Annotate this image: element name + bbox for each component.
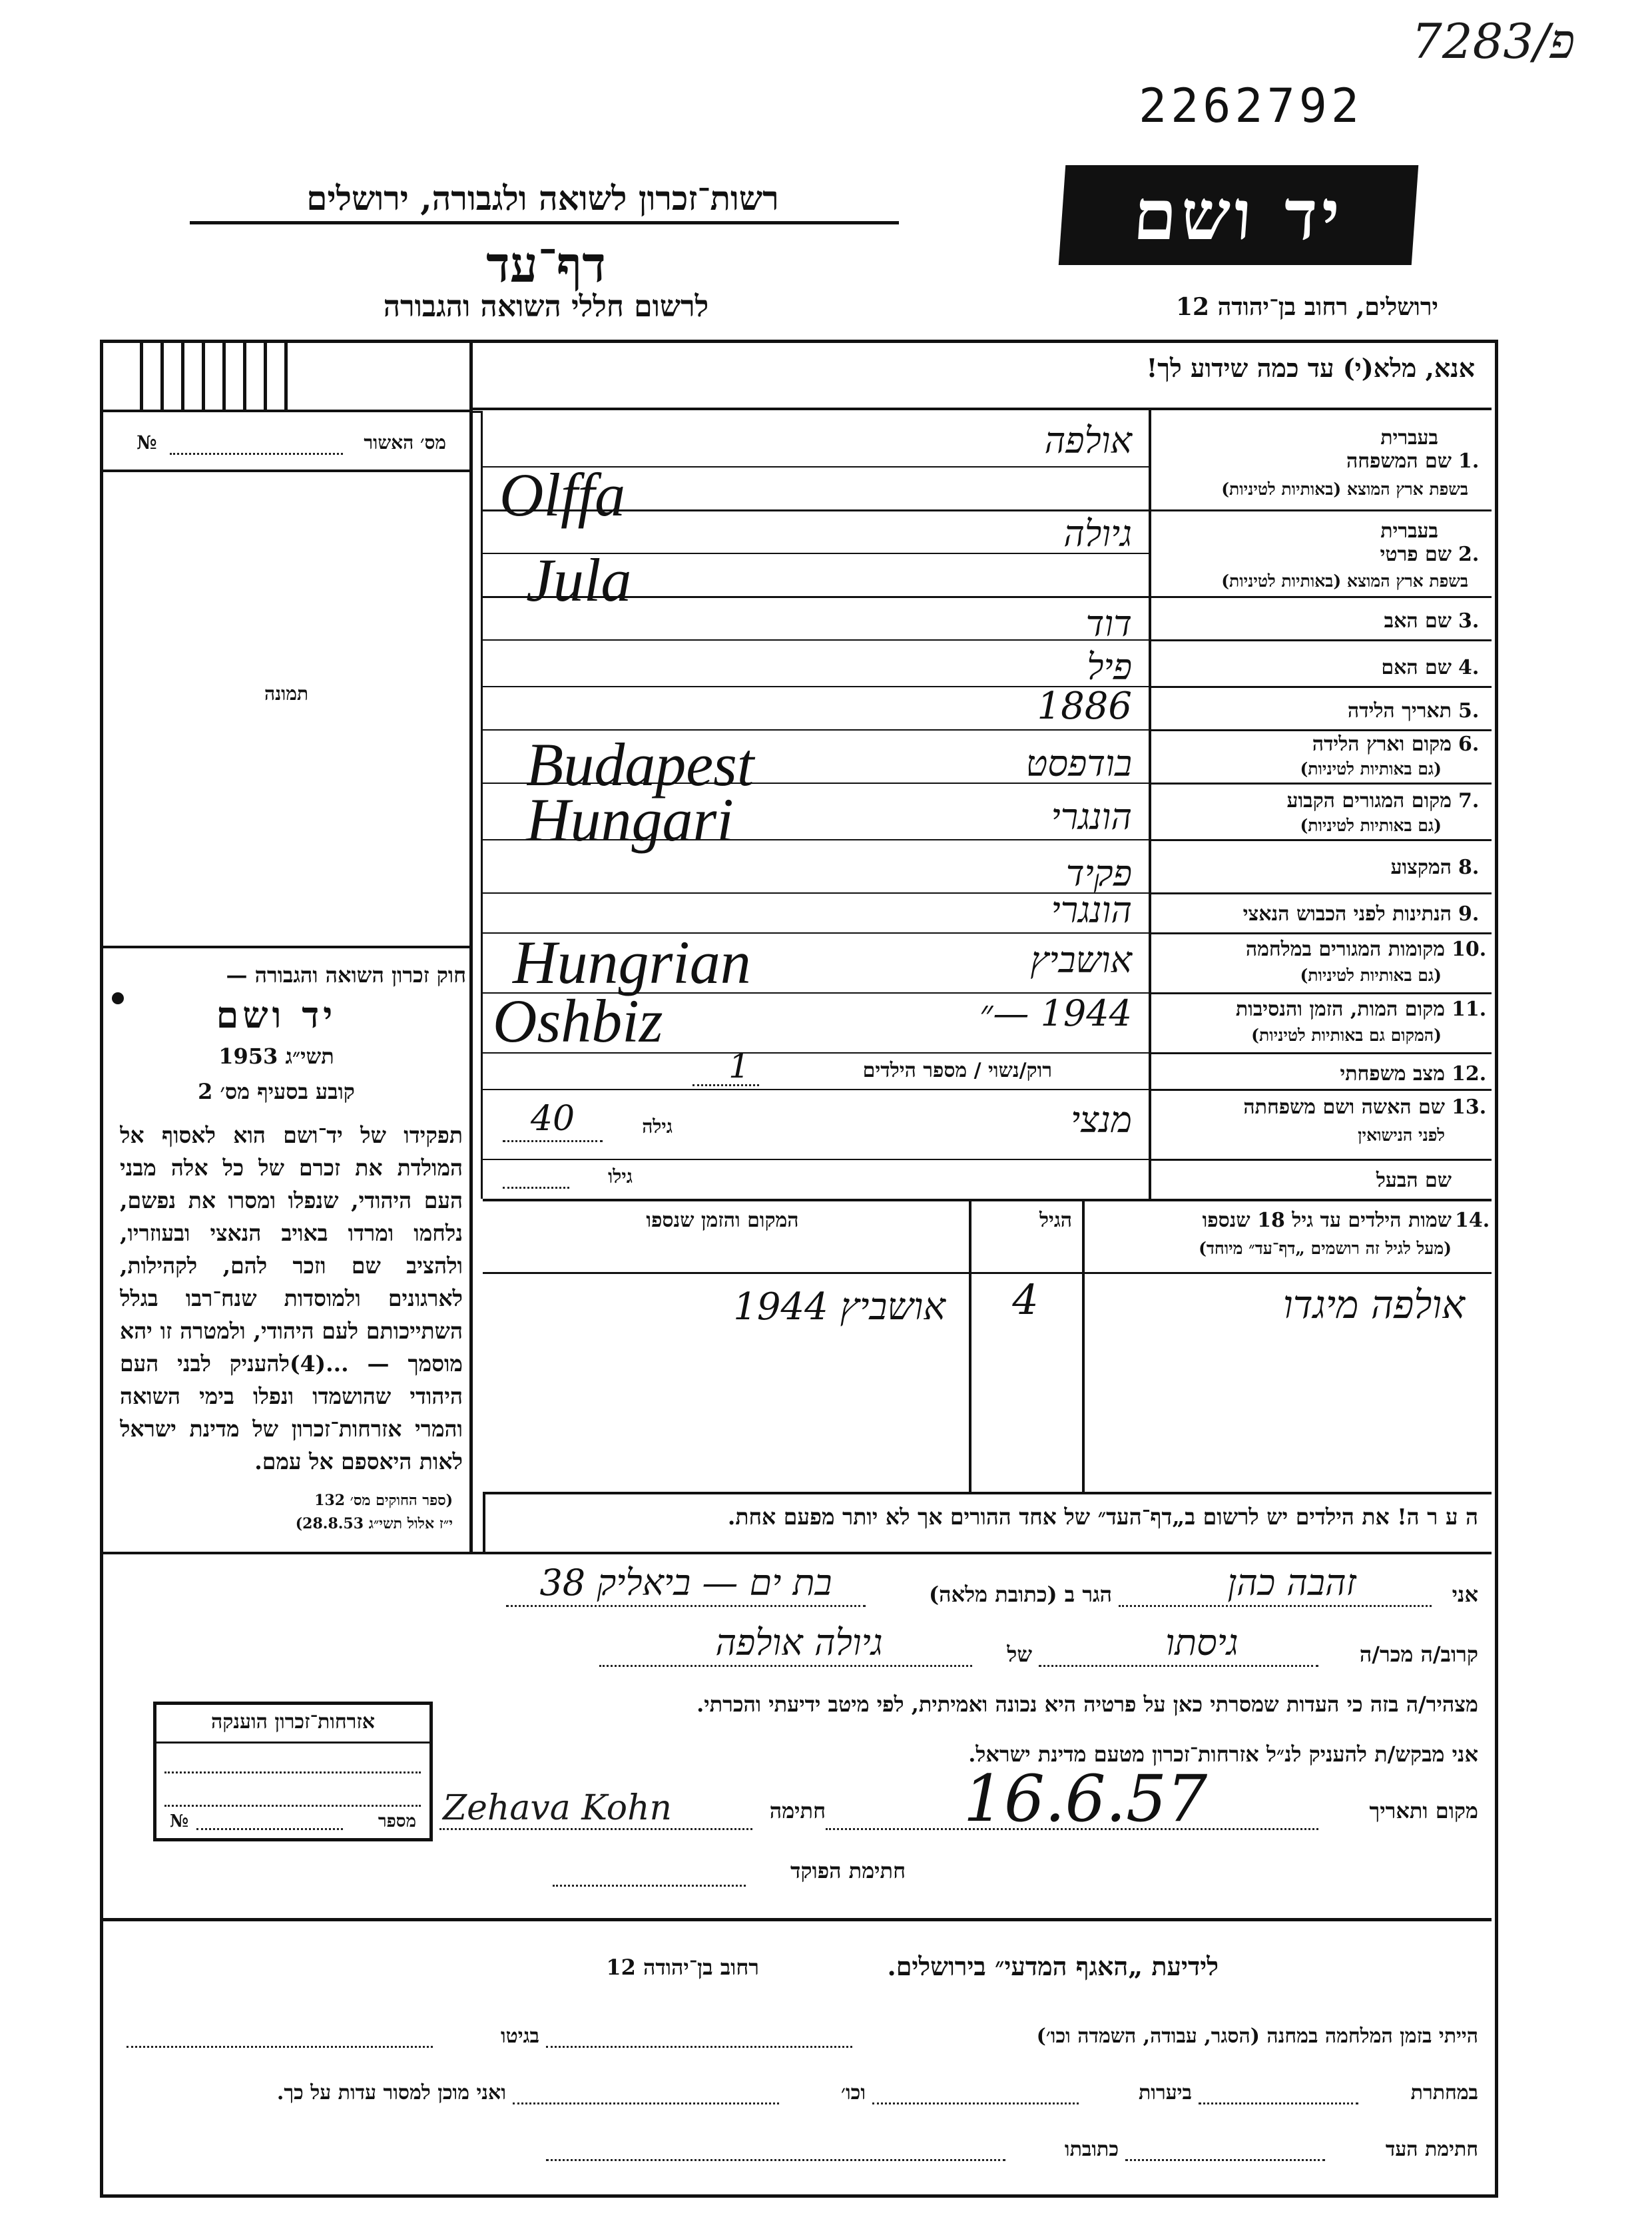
citizenship-number-label: מספר <box>378 1811 416 1831</box>
field-11-num: 11. <box>1452 998 1487 1021</box>
field-8-num: 8. <box>1458 856 1480 879</box>
law-title: חוק זכרון השואה והגבורה — <box>226 962 466 988</box>
field-12-num: 12. <box>1452 1062 1487 1086</box>
field-2-heb-value: גיולה <box>1063 513 1132 555</box>
declarant-i-label: אני <box>1452 1582 1478 1607</box>
officer-label: חתימת הפוקד <box>790 1858 906 1883</box>
field-6-num: 6. <box>1458 733 1480 756</box>
field-3-num: 3. <box>1458 609 1480 633</box>
field-9-num: 9. <box>1458 902 1480 926</box>
field-13-value: מנצי <box>1070 1099 1132 1141</box>
field-3-label: שם האב <box>1384 609 1452 633</box>
approval-label: מס׳ האשור <box>364 432 446 454</box>
field-12-marital: רוק/נשוי / מספר הילדים <box>862 1059 1052 1082</box>
law-logo: יד ושם <box>216 994 337 1036</box>
approval-line <box>170 453 343 455</box>
declaration-text: מצהיר/ה בזה כי העדות שמסרתי כאן על פרטיה היא נכונה ואמיתית, לפי מיטב ידיעתי והכרתי. <box>696 1692 1478 1717</box>
children-header-names-sub: (מעל לגיל זה רושמים „דף־עד״ מיוחד) <box>1199 1239 1452 1258</box>
field-1-tag: בעברית <box>1380 426 1438 450</box>
left-top-divider <box>103 410 469 412</box>
husband-age-line <box>503 1187 569 1189</box>
wife-age-value: 40 <box>530 1099 575 1139</box>
field-2-tag: בעברית <box>1380 519 1438 543</box>
field-7-sub: (גם באותיות לטיניות) <box>1300 816 1442 835</box>
footer-address: רחוב בן־יהודה 12 <box>606 1955 759 1980</box>
note-bottom <box>103 1552 1492 1554</box>
field-3-value: דוד <box>1085 603 1132 645</box>
of-line <box>599 1665 972 1667</box>
field-7-heb-value: הונגרי <box>1051 796 1132 838</box>
field-8-value: פקיד <box>1065 852 1132 894</box>
wife-age-label: גילה <box>642 1116 673 1137</box>
husband-label: שם הבעל <box>1376 1169 1452 1192</box>
field-10-num: 10. <box>1452 938 1487 961</box>
field-10-label: מקומות המגורים במלחמה <box>1245 938 1445 961</box>
citizenship-box <box>153 1702 433 1841</box>
place-date-label: מקום ותאריך <box>1369 1798 1478 1823</box>
index-boxes <box>103 343 469 410</box>
field-12-label: מצב משפחתי <box>1340 1062 1445 1086</box>
left-panel-divider <box>469 343 473 1552</box>
officer-line <box>553 1885 746 1887</box>
footer-line2-b: ביערות <box>1138 2081 1192 2104</box>
field-7-label: מקום המגורים הקבוע <box>1286 789 1452 812</box>
photo-label: תמונה <box>264 683 309 705</box>
child-name-value: אולפה מיגדו <box>1282 1282 1465 1327</box>
footer-line3-b: כתובתו <box>1064 2138 1119 2161</box>
law-year: תשי״ג 1953 <box>218 1044 334 1069</box>
field-1-num: 1. <box>1458 450 1480 473</box>
field-4-value: פיל <box>1087 646 1132 688</box>
wife-age-line <box>503 1140 603 1142</box>
field-11-sub: (המקום גם באותיות לטיניות) <box>1251 1026 1442 1045</box>
declarant-address-line <box>506 1605 866 1607</box>
husband-age-label: גילו <box>608 1165 633 1187</box>
signature-line <box>439 1828 752 1830</box>
field-13-num: 13. <box>1452 1096 1487 1119</box>
children-table-bottom <box>483 1492 1492 1494</box>
children-col-divider-2 <box>969 1199 971 1492</box>
field-9-label: הנתינות לפני הכבוש הנאצי <box>1242 902 1452 926</box>
field-10-heb-value: אושביץ <box>1030 939 1132 981</box>
serial-number: 2262792 <box>1139 79 1364 133</box>
law-text: תפקידו של יד־ושם הוא לאסוף אל המולדת את זכרם של כל אלה מבני העם היהודי, שנפלו ומסרו את נפשם, נלחמו ומרדו באויב הנאצי ובעוזריו, ולהציב שם וזכר להם, לקהילות, לארגונים ולמוסדות שנח־רבו בגלל השתייכותם לעם היהודי, ולמטרה זו יהא מוסמך — ...(4)להעניק לבני העם היהודי שהושמדו ונפלו בימי השואה והמרי אזרחות־זכרון של מדינת ישראל לאות היאספם אל עמם. <box>120 1122 463 1474</box>
field-1-heb-value: אולפה <box>1044 420 1132 462</box>
field-5-num: 5. <box>1458 699 1480 723</box>
request-text: אני מבקש/ת להעניק לנ״ל אזרחות־זכרון מטעם מדינת ישראל. <box>968 1742 1478 1767</box>
field-11-latin-value: Oshbiz <box>493 987 663 1055</box>
children-header-age: הגיל <box>1039 1209 1072 1232</box>
field-2-num: 2. <box>1458 543 1480 566</box>
field-2-latin-value: Jula <box>526 546 632 614</box>
field-11-label: מקום המות, הזמן והנסיבות <box>1235 998 1445 1021</box>
logo-text: יד ושם <box>1131 174 1346 256</box>
relation-label: קרוב/ה מכר/ה <box>1359 1642 1478 1667</box>
note-left-edge <box>483 1492 485 1552</box>
field-11-heb-value: 1944 —״ <box>979 992 1132 1034</box>
signature-label: חתימה <box>769 1798 826 1823</box>
field-6-latin-value: Budapest <box>526 731 754 798</box>
field-7-latin-value: Hungari <box>526 786 734 854</box>
children-table-header-bottom <box>483 1272 1492 1274</box>
field-2-sub: בשפת ארץ המוצא (באותיות לטיניות) <box>1221 571 1468 591</box>
field-13-label: שם האשה ושם משפחתה <box>1243 1096 1445 1119</box>
field-4-label: שם האם <box>1381 656 1452 679</box>
field-13-sub: לפני הנישואין <box>1358 1125 1445 1145</box>
relation-line <box>1039 1665 1318 1667</box>
children-header-names: שמות הילדים עד גיל 18 שנספו <box>1202 1209 1452 1232</box>
footer-line1-a: הייתי בזמן המלחמה במחנה (הסגר, עבודה, השמדה וכו׳) <box>1036 2025 1478 2048</box>
field-5-label: תאריך הלידה <box>1347 699 1452 723</box>
approval-no: № <box>137 432 157 454</box>
field-9-value: הונגרי <box>1051 889 1132 931</box>
declarant-address-value: בת ים — ביאליק 38 <box>539 1562 832 1604</box>
children-num: 14. <box>1455 1209 1490 1232</box>
footer-divider <box>103 1918 1492 1921</box>
footer-line2-d: ואני מוכן למסור עדות על כך. <box>276 2081 506 2104</box>
place-date-line <box>826 1828 1318 1830</box>
declarant-residing: הגר ב (כתובת מלאה) <box>929 1582 1112 1607</box>
note-text: ה ע ר ה! את הילדים יש לרשום ב„דף־העד״ של אחד ההורים אך לא יותר מפעם אחת. <box>727 1504 1478 1530</box>
children-line <box>692 1084 759 1086</box>
law-clause: קובע בסעיף מס׳ 2 <box>198 1079 355 1104</box>
field-4-num: 4. <box>1458 656 1480 679</box>
of-label: של <box>1007 1642 1032 1667</box>
child-age-value: 4 <box>1012 1275 1039 1324</box>
field-1-label: שם המשפחה <box>1346 450 1452 473</box>
citizenship-no: № <box>170 1811 189 1831</box>
intro-text: אנא, מלא(י) עד כמה שידוע לך! <box>1146 353 1475 383</box>
form-title: דף־עד <box>486 236 606 294</box>
date-value: 16.6.57 <box>963 1761 1208 1836</box>
field-10-latin-value: Hungrian <box>513 928 751 996</box>
field-10-sub: (גם באותיות לטיניות) <box>1300 966 1442 985</box>
field-6-label: מקום וארץ הלידה <box>1312 733 1452 756</box>
photo-divider <box>103 946 469 948</box>
authority-underline <box>190 221 899 224</box>
form-subtitle: לרשום חללי השואה והגבורה <box>383 290 709 324</box>
citizenship-title: אזרחות־זכרון הוענקה <box>210 1710 376 1734</box>
children-col-divider-1 <box>1082 1199 1085 1492</box>
field-5-value: 1886 <box>1037 685 1132 728</box>
field-6-sub: (גם באותיות לטיניות) <box>1300 759 1442 779</box>
child-place-value: אושביץ 1944 <box>733 1285 946 1329</box>
law-source-1: (ספר החוקים מס׳ 132 <box>314 1492 453 1509</box>
field-1-sub: בשפת ארץ המוצא (באותיות לטיניות) <box>1221 479 1468 499</box>
approval-divider <box>103 470 469 472</box>
field-8-label: המקצוע <box>1390 856 1452 879</box>
footer-line3-a: חתימת העד <box>1385 2138 1478 2161</box>
footer-line2-a: במחתרת <box>1410 2081 1478 2104</box>
corner-handwriting: 7פ/283 <box>1412 13 1575 69</box>
footer-title: לידיעת „האגף המדעי״ בירושלים. <box>887 1951 1219 1981</box>
relation-value: גיסתו <box>1165 1622 1239 1664</box>
authority-line: רשות־זכרון לשואה ולגבורה, ירושלים <box>306 178 779 218</box>
law-source-2: י״ז אלול תשי״ג 28.8.53) <box>295 1515 453 1532</box>
footer-line1-b: בגיטו <box>500 2025 539 2048</box>
signature-value: Zehava Kohn <box>443 1788 673 1828</box>
footer-line2-c: וכו׳ <box>841 2081 866 2104</box>
address: ירושלים, רחוב בן־יהודה 12 <box>1175 293 1438 321</box>
of-value: גיולה אולפה <box>715 1622 883 1664</box>
field-2-label: שם פרטי <box>1380 543 1452 566</box>
declarant-name-value: זהבה כהן <box>1227 1562 1356 1604</box>
children-header-place: המקום והזמן שנספו <box>646 1209 799 1232</box>
field-7-num: 7. <box>1458 789 1480 812</box>
intro-divider <box>469 408 1492 410</box>
field-6-heb-value: בודפסט <box>1025 743 1132 785</box>
yad-vashem-logo <box>1059 165 1418 265</box>
field-1-latin-value: Olffa <box>499 461 626 529</box>
children-table-top <box>483 1199 1492 1201</box>
field-12-children: 1 <box>728 1047 750 1086</box>
declarant-name-line <box>1119 1605 1432 1607</box>
